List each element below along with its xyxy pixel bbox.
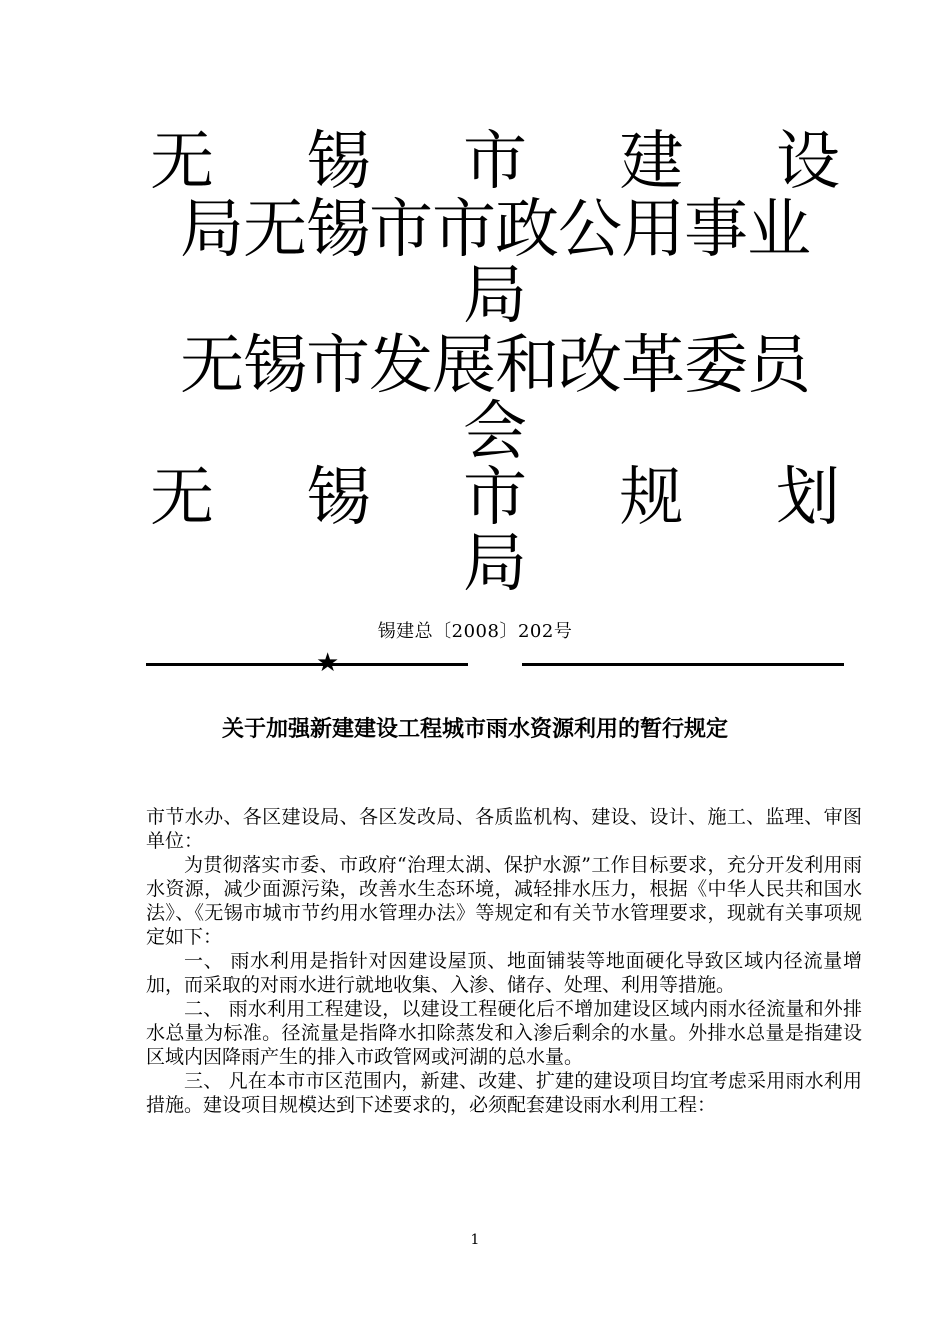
issuer-char: 设 xyxy=(776,125,840,199)
body-paragraph: 一、 雨水利用是指针对因建设屋顶、地面铺装等地面硬化导致区域内径流量增加，而采取的对雨水进行就地收集、入渗、储存、处理、利用等措施。 xyxy=(146,950,862,996)
issuer-char: 锡 xyxy=(306,125,371,199)
issuer-line-public-utilities-tail: 局 xyxy=(463,259,527,333)
issuer-line-planning-tail: 局 xyxy=(463,527,527,601)
document-title: 关于加强新建建设工程城市雨水资源利用的暂行规定 xyxy=(221,717,728,742)
issuer-char: 市 xyxy=(463,125,527,199)
issuer-char: 无 xyxy=(150,461,214,535)
body-paragraph: 二、 雨水利用工程建设，以建设工程硬化后不增加建设区域内雨水径流量和外排水总量为标准。径流量是指降水扣除蒸发和入渗后剩余的水量。外排水总量是指建设区域内因降雨产生的排入市政管网或河湖的总水量。 xyxy=(146,998,862,1068)
issuer-char: 市 xyxy=(463,461,527,535)
issuer-line-construction xyxy=(150,125,840,199)
separator-rule-left xyxy=(146,663,468,666)
issuer-char: 划 xyxy=(776,461,840,535)
document-number: 锡建总〔2008〕202号 xyxy=(377,621,573,642)
issuer-char: 规 xyxy=(619,461,684,535)
star-icon: ★ xyxy=(316,648,340,678)
issuer-line-development-reform-tail: 会 xyxy=(463,395,527,469)
recipients: 市节水办、各区建设局、各区发改局、各质监机构、建设、设计、施工、监理、审图单位： xyxy=(146,806,862,852)
issuer-char: 建 xyxy=(619,125,684,199)
issuer-char: 无 xyxy=(150,125,214,199)
issuer-char: 锡 xyxy=(306,461,371,535)
issuer-line-public-utilities: 局无锡市市政公用事业 xyxy=(180,193,810,267)
issuer-line-planning xyxy=(150,461,840,535)
body-paragraph: 为贯彻落实市委、市政府“治理太湖、保护水源”工作目标要求，充分开发利用雨水资源，减少面源污染，改善水生态环境，减轻排水压力，根据《中华人民共和国水法》、《无锡市城市节约用水管理办法》等规定和有关节水管理要求，现就有关事项规定如下： xyxy=(146,854,862,948)
document-body xyxy=(146,805,862,1117)
page-number: 1 xyxy=(470,1232,480,1248)
separator-rule-right xyxy=(522,663,844,666)
body-paragraph: 三、 凡在本市市区范围内，新建、改建、扩建的建设项目均宜考虑采用雨水利用措施。建设项目规模达到下述要求的，必须配套建设雨水利用工程： xyxy=(146,1070,862,1116)
issuer-line-development-reform: 无锡市发展和改革委员 xyxy=(180,329,810,403)
